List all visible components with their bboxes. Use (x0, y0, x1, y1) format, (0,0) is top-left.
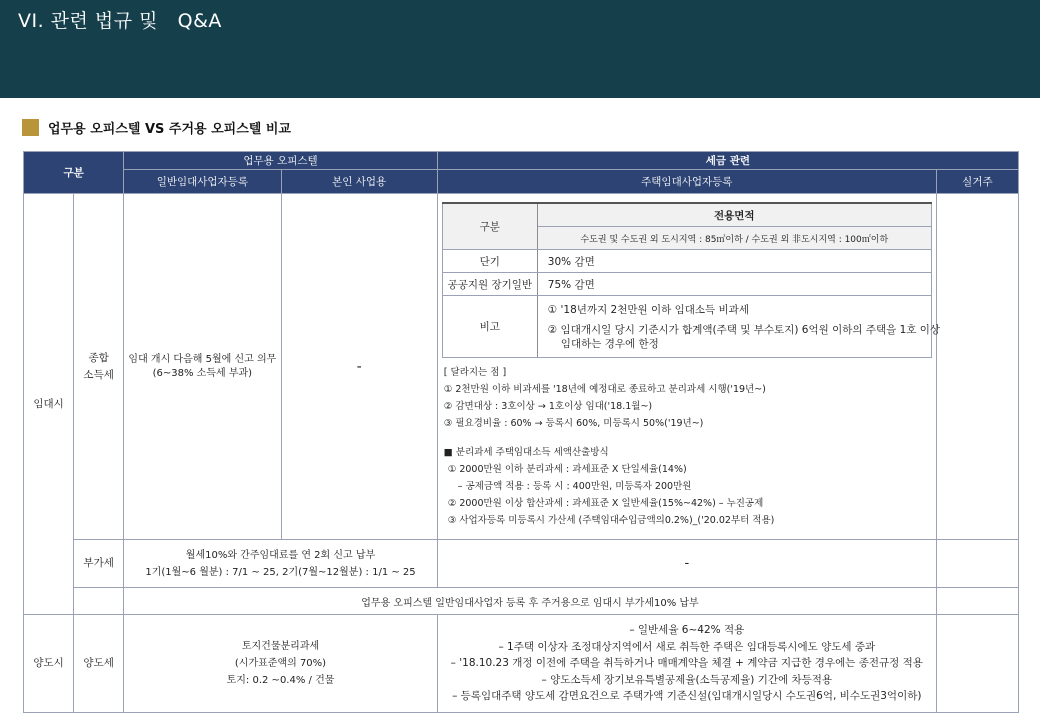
changes-line: ③ 필요경비율 : 60% → 등록시 60%, 미등록시 50%('19년~) (443, 418, 704, 429)
transfer-item: – 양도소득세 장기보유특별공제율(소득공제율) 기간에 차등적용 (541, 673, 833, 686)
vat-note-blank (74, 588, 124, 615)
calc-line: ③ 사업자등록 미등록시 가산세 (주택임대수입금액의0.2%)_('20.02부터 적용) (447, 515, 775, 526)
page-title: VI. 관련 법규 및 Q&A (18, 10, 222, 32)
changes-note (438, 358, 936, 539)
changes-line: [ 달라지는 점 ] (443, 367, 507, 378)
inner-row-label: 단기 (442, 250, 537, 273)
section-heading (22, 118, 291, 136)
transfer-item: – 일반세율 6~42% 적용 (629, 624, 745, 637)
income-tax-general: 임대 개시 다음해 5월에 신고 의무 (6~38% 소득세 부과) (124, 194, 281, 540)
calc-line: ■ 분리과세 주택임대소득 세액산출방식 (443, 447, 609, 458)
transfer-general: 토지건물분리과세 (시가표준액의 70%) 토지: 0.2 ~0.4% / 건물 (124, 615, 438, 713)
inner-header-area: 전용면적 (537, 203, 931, 227)
header-housing-rental: 주택임대사업자등록 (437, 170, 936, 194)
inner-row-label: 공공지원 장기일반 (442, 273, 537, 296)
header-self-business: 본인 사업용 (281, 170, 437, 194)
header-residence: 실거주 (936, 170, 1018, 194)
changes-line: ① 2천만원 이하 비과세를 '18년에 예정대로 종료하고 분리과세 시행('19년~) (443, 384, 766, 395)
transfer-item: – 등록임대주택 양도세 감면요건으로 주택가액 기준신설(임대개시일당시 수도권6억, 비수도권3억이하) (452, 690, 922, 703)
reduction-table (442, 202, 941, 358)
row-label-income-tax: 종합 소득세 (74, 194, 124, 540)
row-label-transfer-tax: 양도세 (74, 615, 124, 713)
transfer-item: – 1주택 이상자 조정대상지역에서 새로 취득한 주택은 임대등록시에도 양도세 중과 (498, 640, 876, 653)
inner-header-area-sub: 수도권 및 수도권 외 도시지역 : 85㎡이하 / 수도권 외 非도시지역 : 100㎡이하 (537, 227, 931, 250)
changes-line: ② 감면대상 : 3호이상 → 1호이상 임대('18.1월~) (443, 401, 653, 412)
inner-row-value: 75% 감면 (537, 273, 931, 296)
remark-line: ① '18년까지 2천만원 이하 임대소득 비과세 (547, 303, 749, 316)
remark-line: 임대하는 경우에 한정 (560, 337, 659, 350)
transfer-residence (936, 615, 1018, 713)
header-business-officetel: 업무용 오피스텔 (124, 152, 438, 170)
page-header (0, 0, 1040, 98)
section-title: 업무용 오피스텔 VS 주거용 오피스텔 비교 (48, 121, 291, 137)
inner-remark (537, 296, 941, 358)
header-category: 구분 (24, 152, 124, 194)
income-tax-housing (437, 194, 941, 540)
vat-business: 월세10%와 간주임대료를 연 2회 신고 납부 1기(1월~6 월분) : 7/1 ~ 25, 2기(7월~12월분) : 1/1 ~ 25 (124, 540, 438, 588)
transfer-item: – '18.10.23 개정 이전에 주택을 취득하거나 매매계약을 체결 + 계약금 지급한 경우에는 종전규정 적용 (450, 657, 923, 670)
calc-line: – 공제금액 적용 : 등록 시 : 400만원, 미등록자 200만원 (457, 481, 692, 492)
row-label-rent: 임대시 (24, 194, 74, 615)
inner-header-category: 구분 (442, 203, 537, 250)
income-tax-self: - (281, 194, 437, 540)
vat-note-residence (936, 588, 1018, 615)
header-tax: 세금 관련 (437, 152, 1018, 170)
section-marker-icon (22, 119, 39, 136)
row-label-vat: 부가세 (74, 540, 124, 588)
inner-remark-label: 비고 (442, 296, 537, 358)
inner-row-value: 30% 감면 (537, 250, 931, 273)
calc-line: ② 2000만원 이상 합산과세 : 과세표준 X 일반세율(15%~42%) – 누진공제 (447, 498, 764, 509)
header-general-rental: 일반임대사업자등록 (124, 170, 281, 194)
row-label-transfer: 양도시 (24, 615, 74, 713)
vat-note: 업무용 오피스텔 일반임대사업자 등록 후 주거용으로 임대시 부가세10% 납부 (124, 588, 937, 615)
transfer-housing (437, 615, 936, 713)
calc-line: ① 2000만원 이하 분리과세 : 과세표준 X 단일세율(14%) (447, 464, 687, 475)
income-tax-residence (936, 194, 1018, 540)
remark-line: ② 임대개시일 당시 기준시가 합계액(주택 및 부수토지) 6억원 이하의 주택을 1호 이상 (547, 323, 941, 336)
vat-housing: - (437, 540, 936, 588)
vat-residence (936, 540, 1018, 588)
comparison-table (23, 151, 1019, 713)
